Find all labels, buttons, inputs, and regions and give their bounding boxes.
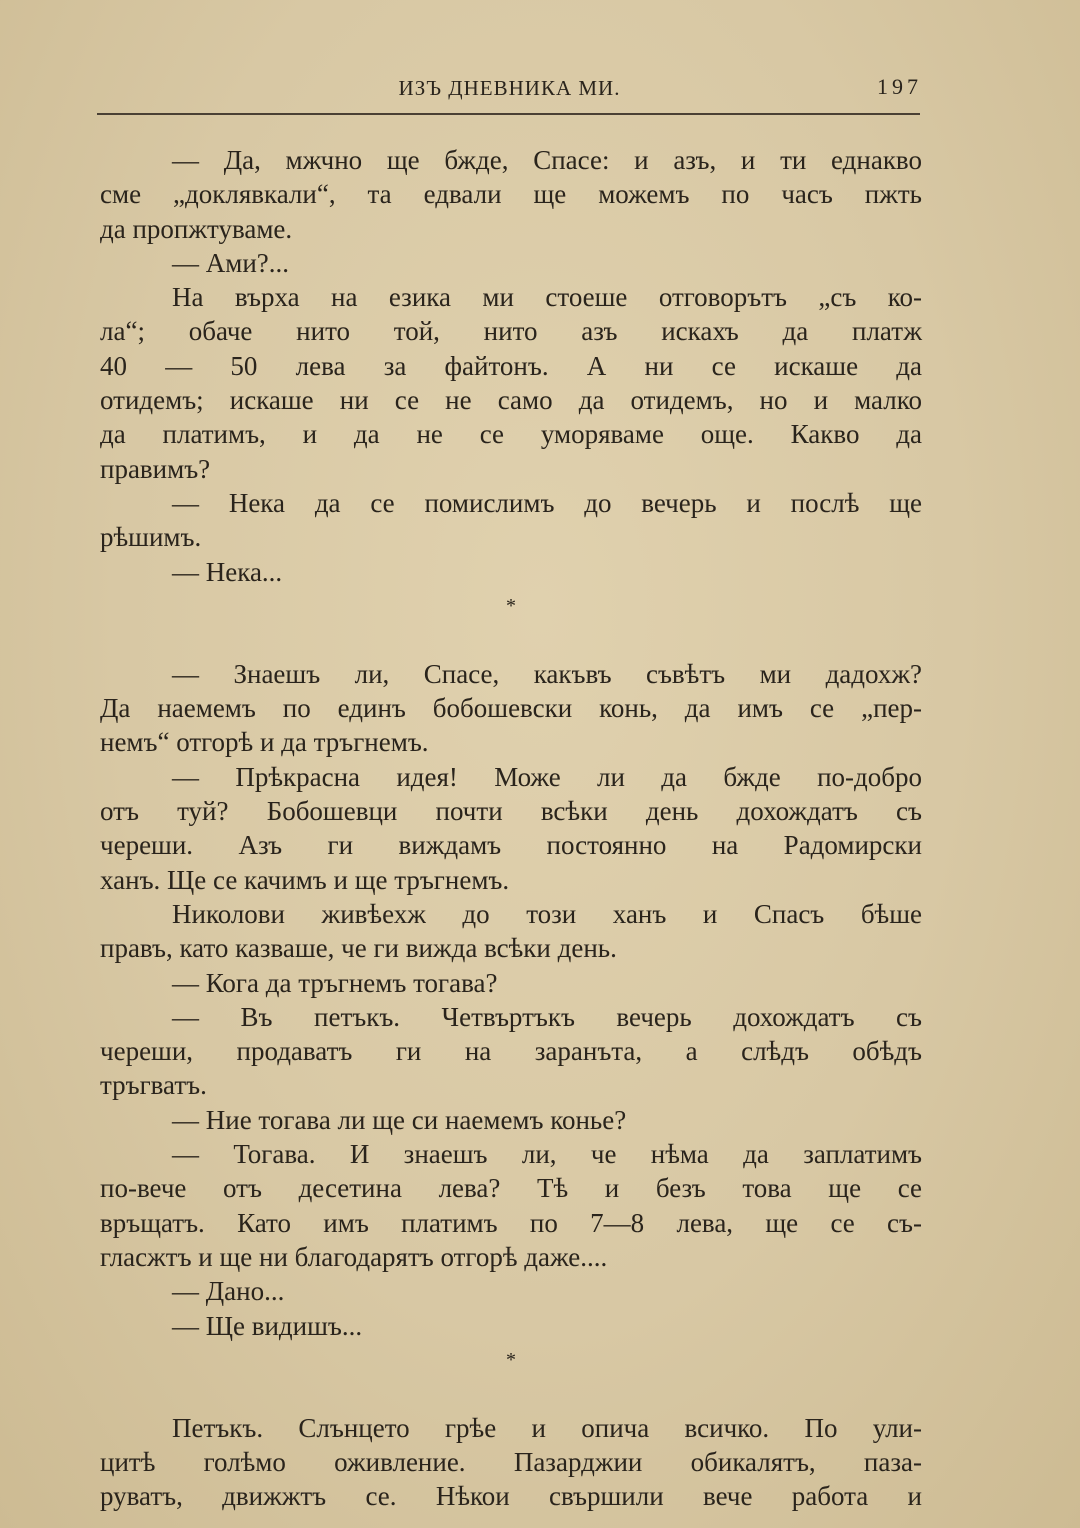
text-line: — Дано... xyxy=(172,1276,285,1307)
paragraph xyxy=(100,966,922,1000)
text-line: цитѣ голѣмо оживление. Пазарджии обикалятъ, паза- xyxy=(100,1447,922,1478)
text-line: правъ, като казваше, че ги вижда всѣки день. xyxy=(100,933,617,964)
text-line: — Тогава. И знаешъ ли, че нѣма да заплатимъ xyxy=(172,1139,922,1170)
text-line: руватъ, движжтъ се. Нѣкои свършили вече работа и xyxy=(100,1481,922,1512)
text-line: — Ами?... xyxy=(172,247,290,278)
text-line: гласжтъ и ще ни благодарятъ отгорѣ даже.... xyxy=(100,1241,608,1272)
text-line: — Прѣкрасна идея! Може ли да бжде по-добро xyxy=(172,761,922,792)
header-title: ИЗЪ ДНЕВНИКА МИ. xyxy=(398,76,621,100)
text-line: Да наемемъ по единъ бобошевски конь, да имъ се „пер- xyxy=(100,693,922,724)
text-line: отъ туй? Бобошевци почти всѣки день дохождатъ съ xyxy=(100,796,922,827)
paragraph xyxy=(100,486,922,555)
paragraph xyxy=(100,657,922,760)
paragraph xyxy=(100,760,922,897)
paragraph xyxy=(100,143,922,246)
paragraph xyxy=(100,1274,922,1308)
text-line: отидемъ; искаше ни се не само да отидемъ, но и малко xyxy=(100,385,922,416)
page-number: 197 xyxy=(877,74,922,99)
header-divider xyxy=(97,113,920,115)
text-line: — Знаешъ ли, Спасе, какъвъ съвѣтъ ми дадохж? xyxy=(172,658,922,689)
section-separator: * xyxy=(506,1348,516,1371)
text-line: — Нека... xyxy=(172,556,283,587)
text-line: — Кога да тръгнемъ тогава? xyxy=(172,967,498,998)
text-line: немъ“ отгорѣ и да тръгнемъ. xyxy=(100,727,429,758)
text-line: — Ще видишъ... xyxy=(172,1310,363,1341)
text-line: На върха на езика ми стоеше отговорътъ „съ ко- xyxy=(172,282,922,313)
text-line: рѣшимъ. xyxy=(100,522,202,553)
text-line: 40 — 50 лева за файтонъ. А ни се искаше да xyxy=(100,350,922,381)
text-line: сме „доклявкали“, та едвали ще можемъ по часъ пжть xyxy=(100,179,922,210)
paragraph xyxy=(100,1137,922,1274)
text-line: череши. Азъ ги виждамъ постоянно на Радомирски xyxy=(100,830,922,861)
text-line: по-вече отъ десетина лева? Тѣ и безъ това ще се xyxy=(100,1173,922,1204)
text-line: правимъ? xyxy=(100,453,211,484)
page-body xyxy=(100,143,922,1514)
paragraph xyxy=(100,897,922,966)
text-line: Николови живѣехж до този ханъ и Спасъ бѣше xyxy=(172,898,922,929)
paragraph xyxy=(100,1103,922,1137)
paragraph xyxy=(100,280,922,486)
text-line: Петъкъ. Слънцето грѣе и опича всичко. По ули- xyxy=(172,1412,922,1443)
text-line: ла“; обаче нито той, нито азъ искахъ да платж xyxy=(100,316,922,347)
text-line: — Да, мжчно ще бжде, Спасе: и азъ, и ти еднакво xyxy=(172,145,922,175)
running-header xyxy=(97,70,922,110)
text-line: да пропжтуваме. xyxy=(100,213,293,244)
text-line: — Нека да се помислимъ до вечерь и послѣ ще xyxy=(172,487,922,518)
text-line: тръгватъ. xyxy=(100,1070,207,1101)
text-line: връщатъ. Като имъ платимъ по 7—8 лева, ще се съ- xyxy=(100,1207,922,1238)
paragraph xyxy=(100,246,922,280)
text-line: — Ние тогава ли ще си наемемъ коньe? xyxy=(172,1104,627,1135)
text-line: — Въ петъкъ. Четвъртъкъ вечерь дохождатъ съ xyxy=(172,1001,922,1032)
paragraph xyxy=(100,555,922,589)
paragraph xyxy=(100,1000,922,1103)
paragraph xyxy=(100,1411,922,1514)
section-separator: * xyxy=(506,594,516,617)
text-line: череши, продаватъ ги на заранъта, а слѣдъ обѣдъ xyxy=(100,1036,922,1067)
paragraph xyxy=(100,1309,922,1343)
text-line: ханъ. Ще се качимъ и ще тръгнемъ. xyxy=(100,864,510,895)
text-line: да платимъ, и да не се уморяваме още. Какво да xyxy=(100,419,922,450)
